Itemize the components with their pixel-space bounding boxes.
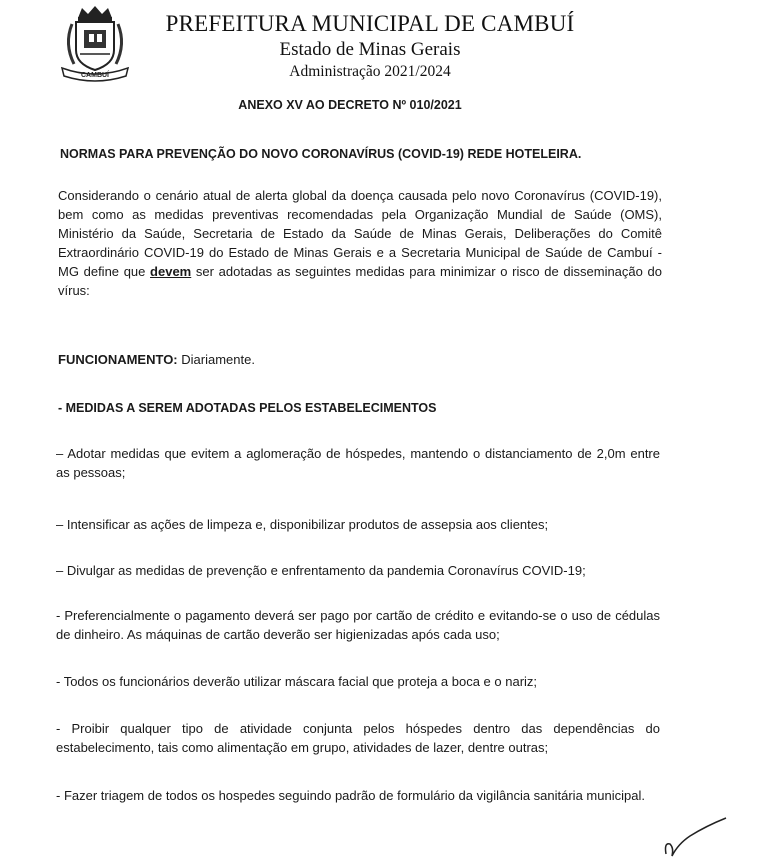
crest-banner-text: CAMBUÍ <box>81 72 109 79</box>
measure-item: - Fazer triagem de todos os hospedes seguindo padrão de formulário da vigilância sanitária municipal. <box>56 788 645 803</box>
annex-heading: ANEXO XV AO DECRETO Nº 010/2021 <box>238 98 462 112</box>
intro-text-before: Considerando o cenário atual de alerta global da doença causada pelo novo Coronavírus (COVID-19), bem como as medidas preventivas recomendadas pela Organização Mundial de Saúde (OMS), Ministério da Saúde, Secretaria de Estado da Saúde de Minas Gerais, Deliberações do Comitê Extraordinário COVID-19 do Estado de Minas Gerais e a Secretaria Municipal de Saúde de Cambuí - MG define que <box>58 188 662 279</box>
funcionamento-label: FUNCIONAMENTO: <box>58 352 178 367</box>
signature-mark-icon <box>660 814 730 858</box>
measure-item: – Divulgar as medidas de prevenção e enfrentamento da pandemia Coronavírus COVID-19; <box>56 563 586 578</box>
measure-item: - Todos os funcionários deverão utilizar máscara facial que proteja a boca e o nariz; <box>56 674 538 689</box>
measure-item: - Proibir qualquer tipo de atividade conjunta pelos hóspedes dentro das dependências do estabelecimento, tais como alimentação em grupo, atividades de lazer, dentre outras; <box>56 721 660 755</box>
administration-period: Administração 2021/2024 <box>289 63 451 80</box>
intro-text-after: ser adotadas as seguintes medidas para minimizar o risco de disseminação do vírus: <box>58 264 662 298</box>
measure-item: – Adotar medidas que evitem a aglomeração de hóspedes, mantendo o distanciamento de 2,0m entre as pessoas; <box>56 446 660 480</box>
measure-item: – Intensificar as ações de limpeza e, disponibilizar produtos de assepsia aos clientes; <box>56 517 549 532</box>
municipal-crest-icon <box>56 4 134 82</box>
letterhead <box>140 10 600 82</box>
document-title: NORMAS PARA PREVENÇÃO DO NOVO CORONAVÍRUS (COVID-19) REDE HOTELEIRA. <box>60 147 582 161</box>
state-name: Estado de Minas Gerais <box>279 39 461 60</box>
measures-heading: - MEDIDAS A SEREM ADOTADAS PELOS ESTABELECIMENTOS <box>58 401 437 415</box>
funcionamento-value: Diariamente. <box>177 352 255 367</box>
funcionamento-line <box>58 350 255 369</box>
intro-emphasis: devem <box>150 264 192 279</box>
measure-item: - Preferencialmente o pagamento deverá ser pago por cartão de crédito e evitando-se o uso de cédulas de dinheiro. As máquinas de cartão deverão ser higienizadas após cada uso; <box>56 608 660 642</box>
org-name: PREFEITURA MUNICIPAL DE CAMBUÍ <box>165 11 575 36</box>
intro-paragraph <box>58 186 662 300</box>
